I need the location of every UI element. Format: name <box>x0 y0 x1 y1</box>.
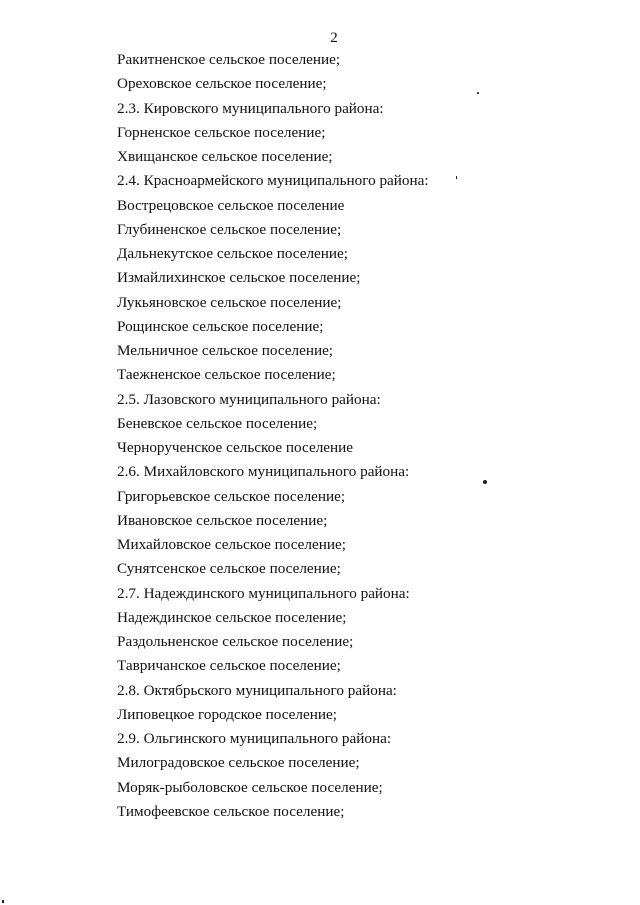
document-body <box>117 48 429 824</box>
scan-speck <box>2 900 4 903</box>
scan-speck <box>456 176 457 179</box>
text-line: Измайлихинское сельское поселение; <box>117 269 361 287</box>
text-line: Михайловское сельское поселение; <box>117 536 346 553</box>
section-heading: 2.8. Октябрьского муниципального района: <box>117 681 397 699</box>
text-line: Раздольненское сельское поселение; <box>117 633 354 650</box>
section-heading: 2.9. Ольгинского муниципального района: <box>117 730 392 747</box>
text-line: Тимофеевское сельское поселение; <box>117 802 345 820</box>
text-line: Григорьевское сельское поселение; <box>117 487 346 505</box>
text-line: Сунятсенское сельское поселение; <box>117 560 341 578</box>
text-line: Таежненское сельское поселение; <box>117 366 336 384</box>
text-line: Ракитненское сельское поселение; <box>117 51 341 68</box>
text-line: Хвищанское сельское поселение; <box>117 148 333 165</box>
section-heading: 2.4. Красноармейского муниципального района: <box>117 172 429 190</box>
text-line: Ивановское сельское поселение; <box>117 511 328 529</box>
text-line: Чернорученское сельское поселение <box>117 439 354 456</box>
text-line: Дальнекутское сельское поселение; <box>117 245 348 262</box>
page-number: 2 <box>330 30 338 46</box>
text-line: Мельничное сельское поселение; <box>117 342 334 359</box>
text-line: Горненское сельское поселение; <box>117 123 326 141</box>
text-line: Лукьяновское сельское поселение; <box>117 293 342 311</box>
text-line: Рощинское сельское поселение; <box>117 317 324 335</box>
text-line: Милоградовское сельское поселение; <box>117 754 360 772</box>
section-heading: 2.5. Лазовского муниципального района: <box>117 390 381 408</box>
text-line: Надеждинское сельское поселение; <box>117 608 347 626</box>
section-heading: 2.7. Надеждинского муниципального района: <box>117 584 410 602</box>
text-line: Вострецовское сельское поселение <box>117 196 345 214</box>
scan-speck <box>477 92 479 94</box>
section-heading: 2.6. Михайловского муниципального района: <box>117 463 410 481</box>
text-line: Глубиненское сельское поселение; <box>117 220 342 238</box>
section-heading: 2.3. Кировского муниципального района: <box>117 99 384 117</box>
scan-speck <box>483 480 487 484</box>
text-line: Тавричанское сельское поселение; <box>117 657 341 675</box>
text-line: Ореховское сельское поселение; <box>117 75 327 93</box>
text-line: Моряк-рыболовское сельское поселение; <box>117 778 383 796</box>
text-line: Липовецкое городское поселение; <box>117 705 337 723</box>
text-line: Беневское сельское поселение; <box>117 414 318 432</box>
